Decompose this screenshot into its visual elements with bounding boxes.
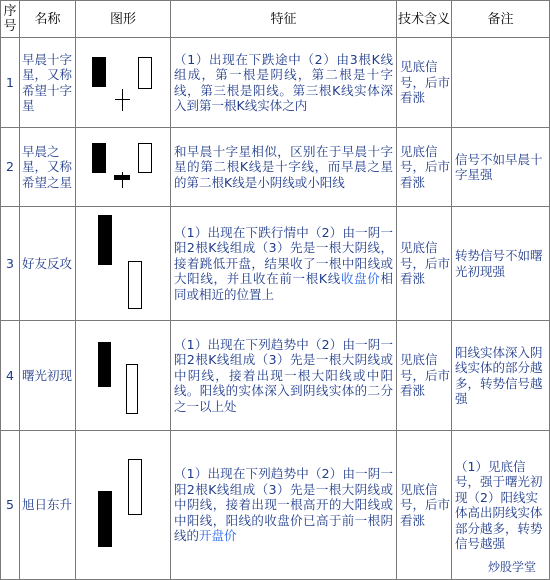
black-candle	[98, 491, 112, 547]
header-tech: 技术含义	[397, 1, 452, 38]
pattern-name: 曙光初现	[20, 321, 76, 431]
white-candle	[138, 57, 152, 89]
pattern-figure	[76, 38, 171, 128]
pattern-tech-meaning: 见底信号，后市看涨	[397, 38, 452, 128]
doji-horizontal-line	[115, 99, 130, 100]
table-row	[1, 38, 550, 128]
pattern-note	[452, 38, 550, 128]
black-candle	[98, 342, 111, 387]
row-number: 1	[1, 38, 20, 128]
white-candle	[138, 143, 152, 173]
pattern-name: 旭日东升	[20, 431, 76, 580]
table-header-row	[1, 1, 550, 38]
feature-text-b: 相同或相近的位置上	[174, 271, 393, 302]
pattern-figure	[76, 321, 171, 431]
black-candle	[92, 143, 106, 173]
pattern-tech-meaning: 见底信号，后市看涨	[397, 207, 452, 321]
pattern-feature: 和早晨十字星相似，区别在于早晨十字星的第二根K线是十字线，而早晨之星的第二根K线是小阴线或小阳线	[171, 128, 397, 207]
row-number: 5	[1, 431, 20, 580]
pattern-figure	[76, 207, 171, 321]
row-number: 3	[1, 207, 20, 321]
pattern-note: 转势信号不如曙光初现强	[452, 207, 550, 321]
close-price-link[interactable]: 收盘价	[340, 271, 381, 287]
feature-text-a: （1）出现在下跌行情中（2）由一阴一阳2根K线组成（3）先是一根大阴线，接着跳低开盘，结果收了一根中阳线或大阳线，并且收在前一根K线	[174, 224, 393, 287]
header-note: 备注	[452, 1, 550, 38]
pattern-name: 早晨十字星，又称希望十字星	[20, 38, 76, 128]
pattern-note: （1）见底信号，强于曙光初现（2）阳线实体高出阴线实体部分越多，转势信号越强	[452, 431, 550, 580]
doji-vertical-line	[122, 89, 123, 111]
pattern-note: 信号不如早晨十字星强	[452, 128, 550, 207]
row-number: 4	[1, 321, 20, 431]
small-black-candle	[114, 175, 130, 180]
feature-text-a: （1）出现在下列趋势中（2）由一阴一阳2根K线组成（3）先是一根大阴线或中阴线，接着出现一根高开的大阳线或中阳线，阳线的收盘价已高于前一根阴线的	[174, 466, 393, 544]
header-shape: 图形	[76, 1, 171, 38]
table-row	[1, 431, 550, 580]
pattern-name: 好友反攻	[20, 207, 76, 321]
header-no: 序号	[1, 1, 20, 38]
table-row	[1, 128, 550, 207]
header-name: 名称	[20, 1, 76, 38]
black-candle	[98, 215, 112, 265]
black-candle	[92, 57, 106, 87]
table-row	[1, 321, 550, 431]
pattern-feature	[171, 207, 397, 321]
pattern-feature	[171, 431, 397, 580]
table-row	[1, 207, 550, 321]
pattern-figure	[76, 128, 171, 207]
open-price-link[interactable]: 开盘价	[199, 528, 237, 544]
pattern-feature: （1）出现在下跌途中（2）由3根K线组成，第一根是阴线，第二根是十字线，第三根是阳线。第三根K线实体深入到第一根K线实体之内	[171, 38, 397, 128]
pattern-tech-meaning: 见底信号，后市看涨	[397, 431, 452, 580]
pattern-feature: （1）出现在下列趋势中（2）由一阴一阳2根K线组成（3）先是一根大阴线或中阴线，接着出现一根大阳线或中阳线。阳线的实体深入到阴线实体的二分之一以上处	[171, 321, 397, 431]
pattern-note: 阳线实体深入阴线实体的部分越多，转势信号越强	[452, 321, 550, 431]
pattern-tech-meaning: 见底信号，后市看涨	[397, 128, 452, 207]
header-feature: 特征	[171, 1, 397, 38]
pattern-name: 早晨之星，又称希望之星	[20, 128, 76, 207]
white-candle	[128, 459, 142, 515]
white-candle	[128, 261, 142, 309]
white-candle	[126, 364, 138, 414]
watermark: 炒股学堂	[487, 560, 536, 574]
pattern-figure	[76, 431, 171, 580]
row-number: 2	[1, 128, 20, 207]
pattern-tech-meaning: 见底信号，后市看涨	[397, 321, 452, 431]
